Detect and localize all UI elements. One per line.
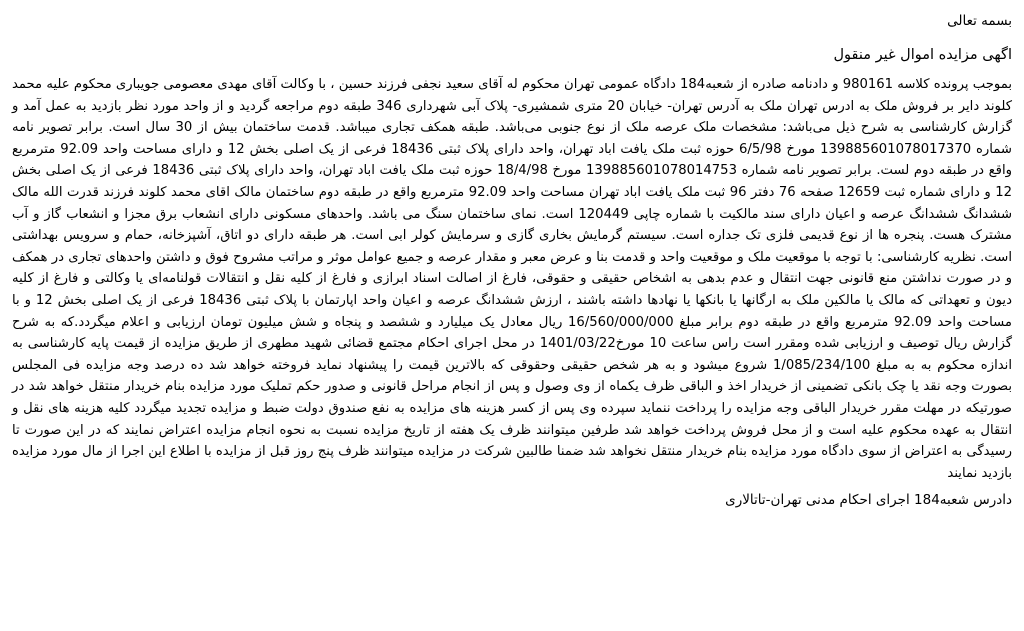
issuer-signature-line: دادرس شعبه184 اجرای احکام مدنی تهران-تاتالاری [725,492,1012,509]
notice-title: اگهی مزایده اموال غیر منقول [833,47,1012,63]
basmala-heading: بسمه تعالی [947,13,1012,29]
notice-body-paragraph: بموجب پرونده کلاسه 980161 و دادنامه صادره از شعبه184 دادگاه عمومی تهران محکوم له آقای سعید نجفی فرزند حسین ، با وکالت آقای مهدی معصومی جویباری محکوم علیه محمد کلوند دایر بر فروش ملک به ادرس تهران ملک به آدرس تهران- خیابان 20 متری شمشیری- پلاک آبی شهرداری 346 طبقه دوم مراجعه گردید و از واحد مورد نظر بازدید به عمل آمد و گزارش کارشناسی به شرح ذیل می‌باشد: مشخصات ملک عرصه ملک از نوع جنوبی می‌باشد. طبقه همکف تجاری میباشد. قدمت ساختمان بیش از 30 سال است. برابر تصویر نامه شماره 139885601078017370 مورخ 6/5/98 حوزه ثبت ملک یافت اباد تهران، واحد دارای پلاک ثبتی 18436 فرعی از یک اصلی بخش 12 و دارای مساحت واحد 92.09 مترمربع واقع در طبقه دوم لست. برابر تصویر نامه شماره 139885601078014753 مورخ 18/4/98 حوزه ثبت ملک یافت اباد تهران، واحد دارای پلاک ثبتی 18436 فرعی از یک اصلی بخش 12 و دارای شماره ثبت 12659 صفحه 76 دفتر 96 ثبت ملک یافت اباد تهران مساحت واحد 92.09 مترمربع واقع در طبقه دوم ساختمان مالک اقای محمد کلوند فرزند قدرت الله مالک ششدانگ ششدانگ عرصه و اعیان دارای سند مالکیت با شماره چاپی 120449 است. نمای ساختمان سنگ می باشد. واحدهای مسکونی دارای انشعاب برق مجزا و انشعاب گاز و آب مشترک هست. پنجره ها از نوع قدیمی فلزی تک جداره است. سیستم گرمایش بخاری گازی و سرمایش کولر ابی است. هر طبقه دارای دو اتاق، آشپزخانه، حمام و سرویس بهداشتی است. نظریه کارشناسی: با توجه با موقعیت ملک و موقعیت واحد و قدمت بنا و عرض معبر و مقدار عرصه و جمیع عوامل موثر و مراتب مشروح فوق و داشتن واحدهای تجاری در همکف و در صورت نداشتن منع قانونی جهت انتقال و عدم بدهی به اشخاص حقیقی و حقوقی، فارغ از اصالت اسناد ابرازی و فارغ از کلیه نقل و انتقالات قولنامه‌ای یا وکالتی و فارغ از کلیه دیون و تعهداتی که مالک یا مالکین ملک به ارگانها یا بانکها یا نهادها داشته باشند ، ارزش ششدانگ عرصه و اعیان واحد اپارتمان با پلاک ثبتی 18436 فرعی از یک اصلی بخش 12 و با مساحت واحد 92.09 مترمربع واقع در طبقه دوم برابر مبلغ 16/560/000/000 ریال معادل یک میلیارد و ششصد و پنجاه و شش میلیون تومان ارزیابی و اعلام میگردد.که به شرح گزارش ریال توصیف و ارزیابی شده ومقرر است راس ساعت 10 مورخ1401/03/22 در محل اجرای احکام مجتمع قضائی شهید مطهری از طریق مزایده از قیمت پایه کارشناسی به اندازه محکوم به به مبلغ 1/085/234/100 شروع میشود و به هر شخص حقیقی وحقوقی که بالاترین قیمت را پیشنهاد نماید فروخته خواهد شد ده درصد وجه مزایده فی المجلس بصورت وجه نقد یا چک بانکی تضمینی از خریدار اخذ و الباقی ظرف یکماه از وی وصول و پس از انجام مراحل قانونی و صدور حکم تملیک مورد مزایده بنام خریدار منتقل خواهد شد در صورتیکه در مهلت مقرر خریدار الباقی وجه مزایده را پرداخت ننماید سپرده وی پس از کسر هزینه های مزایده به نفع صندوق دولت ضبط و مزایده تجدید میگردد کلیه هزینه های نقل و انتقال به عهده محکوم علیه است و از محل فروش پرداخت خواهد شد طرفین میتوانند ظرف یک هفته از تاریخ مزایده نسبت به نحوه انجام مزایده اعتراض نمایند که در این صورت تا رسیدگی به اعتراض از سوی دادگاه مورد مزایده بنام خریدار منتقل نخواهد شد ضمنا طالبین شرکت در مزایده میتوانند ظرف پنج روز قبل از مزایده با اطلاع این اجرا از مال مورد مزایده بازدید نمایند [12,77,1013,481]
